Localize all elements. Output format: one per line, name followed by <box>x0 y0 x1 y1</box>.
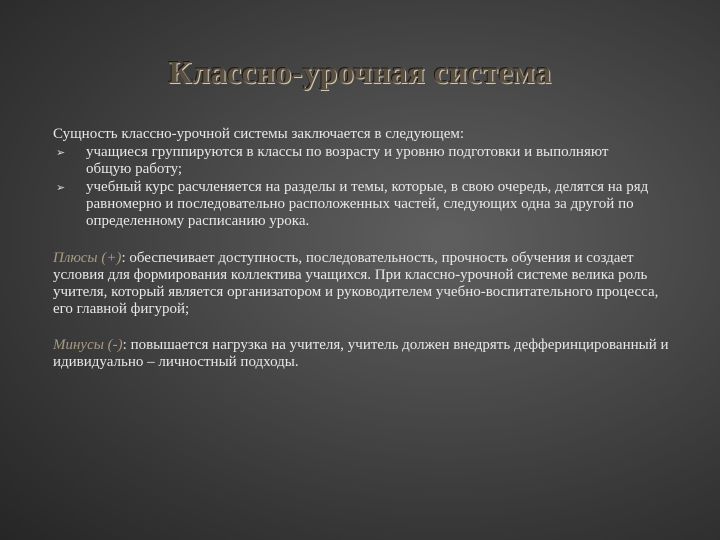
bullet-list <box>53 144 673 230</box>
slide-body <box>53 126 673 371</box>
pros-paragraph <box>53 250 673 318</box>
cons-term: Минусы (-) <box>53 337 123 353</box>
arrowhead-bullet-icon: ➢ <box>56 181 66 194</box>
cons-paragraph <box>53 337 673 371</box>
bullet-item-course <box>53 179 673 230</box>
intro-text: Сущность классно-урочной системы заключается в следующем: <box>53 126 465 142</box>
slide-title: Классно-урочная система <box>168 54 552 90</box>
bullet-item-grouping <box>53 144 673 178</box>
arrowhead-bullet-icon: ➢ <box>56 146 66 159</box>
bullet-text: учебный курс расчленяется на разделы и темы, которые, в свою очередь, делятся на ряд равномерно и последовательно расположенных частей, следующих одна за другой по определенному расписанию урока. <box>86 179 649 229</box>
pros-text: : обеспечивает доступность, последовательность, прочность обучения и создает условия для формирования коллектива учащихся. При классно-урочной системе велика роль учителя, который является организатором и руководителем учебно-воспитательного процесса, его главной фигурой; <box>53 250 659 317</box>
cons-text: : повышается нагрузка на учителя, учитель должен внедрять дефферинцированный и идивидуально – личностный подходы. <box>53 337 669 370</box>
bullet-text: учащиеся группируются в классы по возрасту и уровню подготовки и выполняют общую работу; <box>86 144 609 177</box>
pros-term: Плюсы (+) <box>53 250 122 266</box>
